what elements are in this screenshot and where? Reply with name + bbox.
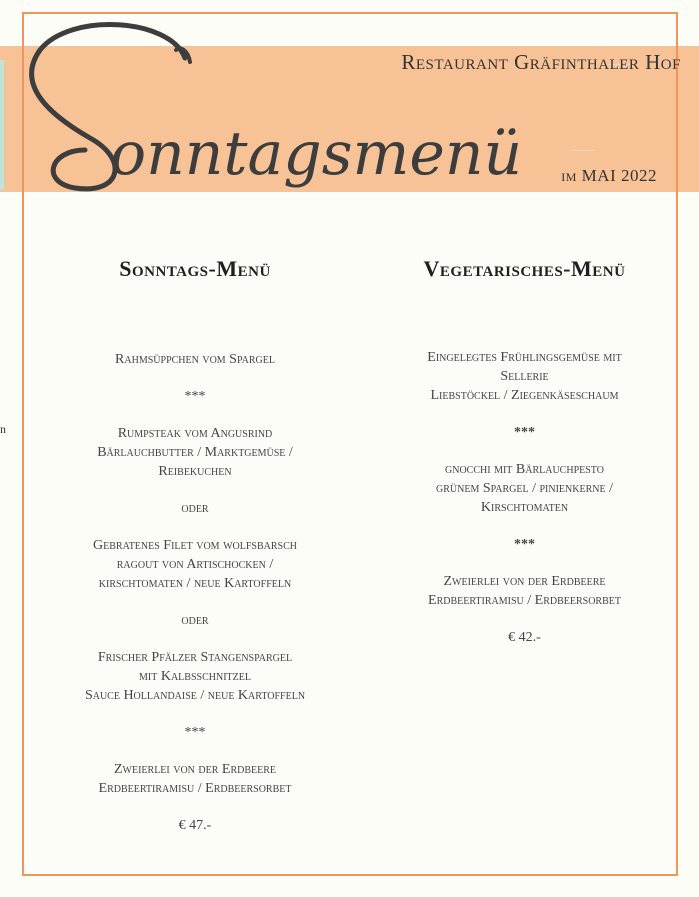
stray-mark: n (0, 422, 6, 436)
vegetarian-menu-items (372, 348, 677, 647)
vegetarian-menu-column (372, 256, 677, 665)
restaurant-name: Restaurant Gräfinthaler Hof (401, 50, 681, 74)
menu-separator-or: oder (181, 501, 209, 516)
menu-item: Frischer Pfälzer Stangenspargel mit Kalbsschnitzel Sauce Hollandaise / neue Kartoffeln (84, 650, 306, 703)
menu-item: gnocchi mit Bärlauchpesto grünem Spargel / pinienkerne / Kirschtomaten (436, 462, 613, 515)
menu-price: € 47.- (178, 818, 212, 833)
menu-item: Gebratenes Filet vom wolfsbarsch ragout von Artischocken / kirschtomaten / neue Kartoffeln (93, 538, 297, 591)
sunday-menu-title: Sonntags-Menü (119, 256, 271, 281)
menu-item: Zweierlei von der Erdbeere Erdbeertiramisu / Erdbeersorbet (98, 762, 292, 796)
vegetarian-menu-title: Vegetarisches-Menü (423, 256, 626, 281)
month-label: im MAI 2022 (561, 166, 657, 185)
script-title (10, 10, 570, 210)
sunday-menu-column (40, 256, 350, 853)
banner-accent-edge (0, 60, 4, 190)
menu-separator: *** (184, 389, 206, 404)
script-title-text: onntagsmenü (110, 119, 523, 189)
menu-price: € 42.- (508, 630, 541, 645)
menu-separator: *** (514, 425, 535, 440)
menu-item: Rahmsüppchen vom Spargel (115, 352, 275, 367)
menu-item: Eingelegtes Frühlingsgemüse mit Sellerie Liebstöckel / Ziegenkäseschaum (427, 350, 622, 403)
menu-item: Zweierlei von der Erdbeere Erdbeertiramisu / Erdbeersorbet (428, 574, 621, 608)
menu-separator-or: oder (181, 613, 209, 628)
menu-separator: *** (184, 725, 206, 740)
menu-separator: *** (514, 537, 535, 552)
sunday-menu-items (40, 350, 350, 835)
menu-item: Rumpsteak vom Angusrind Bärlauchbutter / Marktgemüse / Reibekuchen (97, 426, 293, 479)
